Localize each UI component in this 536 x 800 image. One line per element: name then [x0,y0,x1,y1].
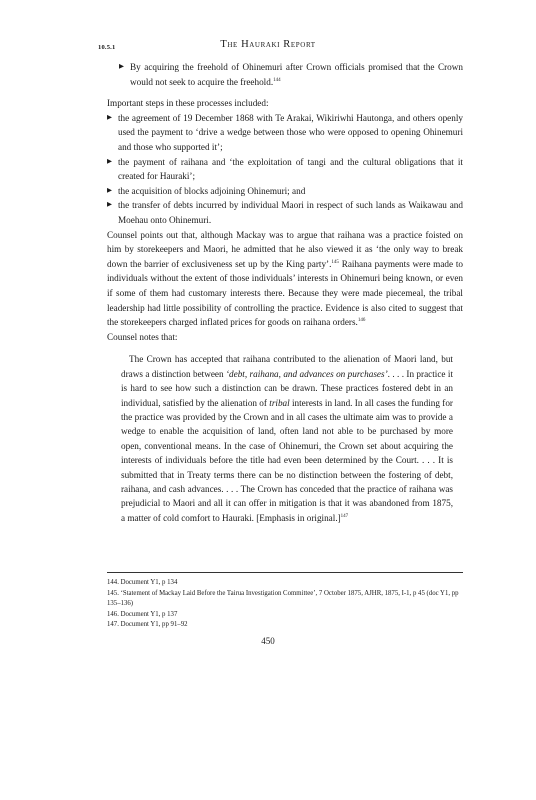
footnote-ref-146[interactable]: 146 [357,318,366,324]
intro-bullet-text: By acquiring the freehold of Ohinemuri after Crown officials promised that the Crown would not seek to acquire the freehold. [130,62,463,87]
footnote-ref-147[interactable]: 147 [340,513,349,519]
step-text: the payment of raihana and ‘the exploitation of tangi and the cultural obligations that it created for Hauraki’; [118,156,463,182]
quote-text: The Crown has accepted that raihana contributed to the alienation of Maori land, but draws a distinction between [121,354,453,379]
triangle-bullet-icon: ▶ [107,113,112,121]
body-text [107,60,463,525]
step-item [107,155,463,184]
step-text: the transfer of debts incurred by individual Maori in respect of such lands as Waikawau and Moehau onto Ohinemuri. [118,200,463,225]
footnote-144: 144. Document Y1, p 134 [107,579,178,586]
steps-heading: Important steps in these processes included: [107,98,269,109]
footnote-ref-144[interactable]: 144 [273,77,281,83]
footnote-ref-145[interactable]: 145 [331,259,339,265]
triangle-bullet-icon: ▶ [119,63,124,70]
step-item [107,184,463,199]
paragraph-text: Raihana payments were made to individuals without the extent of those individuals’ interests in Ohinemuri being known, or even if some of them had customary interests there. Because they were made piecemeal, the tribal leadership had little possibility of controlling the practice. Evidence is also cited to suggest that the storekeepers charged inflated prices for goods on raihana orders. [107,258,463,328]
triangle-bullet-icon: ▶ [107,157,112,165]
page-number: 450 [261,636,275,646]
running-head: The Hauraki Report [220,39,316,50]
section-number: 10.5.1 [98,44,116,51]
block-quote [121,352,453,525]
footnote-146: 146. Document Y1, p 137 [107,610,178,618]
quote-text: interests in land. In all cases the funding for the practice was provided by the Crown and in all cases the ultimate aim was to provide a wedge to enable the acquisition of land, often land not able to be purchased by more open, conventional means. In the case of Ohinemuri, the Crown set about acquiring the interests of individuals before the title had even been determined by the Court. . . . It is submitted that in Treaty terms there can be no distinction between the fostering of debt, raihana, and cash advances. . . . The Crown has conceded that the practice of raihana was prejudicial to Maori and all it can offer in mitigation is that it was abandoned from 1875, a matter of cold comfort to Hauraki. [Emphasis in original.] [121,397,453,523]
footnote-145: 145. ‘Statement of Mackay Laid Before the Tairua Investigation Committee’, 7 October 1875, AJHR, 1875, I-1, p 45 (doc Y1, pp 135–136) [107,589,459,608]
step-text: the acquisition of blocks adjoining Ohinemuri; and [118,185,306,196]
triangle-bullet-icon: ▶ [107,186,112,194]
quote-text: . . . . In practice it is hard to see how such a distinction can be drawn. These practices fostered debt in an individual, satisfied by the alienation of [121,368,453,408]
intro-bullet [119,60,463,89]
quote-emphasis: tribal [269,397,290,408]
step-text: the agreement of 19 December 1868 with Te Arakai, Wikiriwhi Hautonga, and others openly used the payment to ‘drive a wedge between those who were opposed to opening Ohinemuri and those who supported it’; [118,112,463,152]
quote-emphasis: ‘debt, raihana, and advances on purchases’ [225,368,388,379]
footnote-147: 147. Document Y1, pp 91–92 [107,621,188,629]
footnotes [107,578,463,631]
footnote-divider [107,572,463,573]
triangle-bullet-icon: ▶ [107,201,112,209]
step-item [107,198,463,227]
paragraph-counsel-notes: Counsel notes that: [107,331,178,342]
step-item [107,111,463,155]
paragraph-counsel-mackay [107,228,463,330]
paragraph-text: Counsel points out that, although Mackay was to argue that raihana was a practice foisted on him by storekeepers and Maori, he admitted that he also viewed it as ‘the only way to break down the barrier of exclusiveness set up by the King party’. [107,229,463,269]
